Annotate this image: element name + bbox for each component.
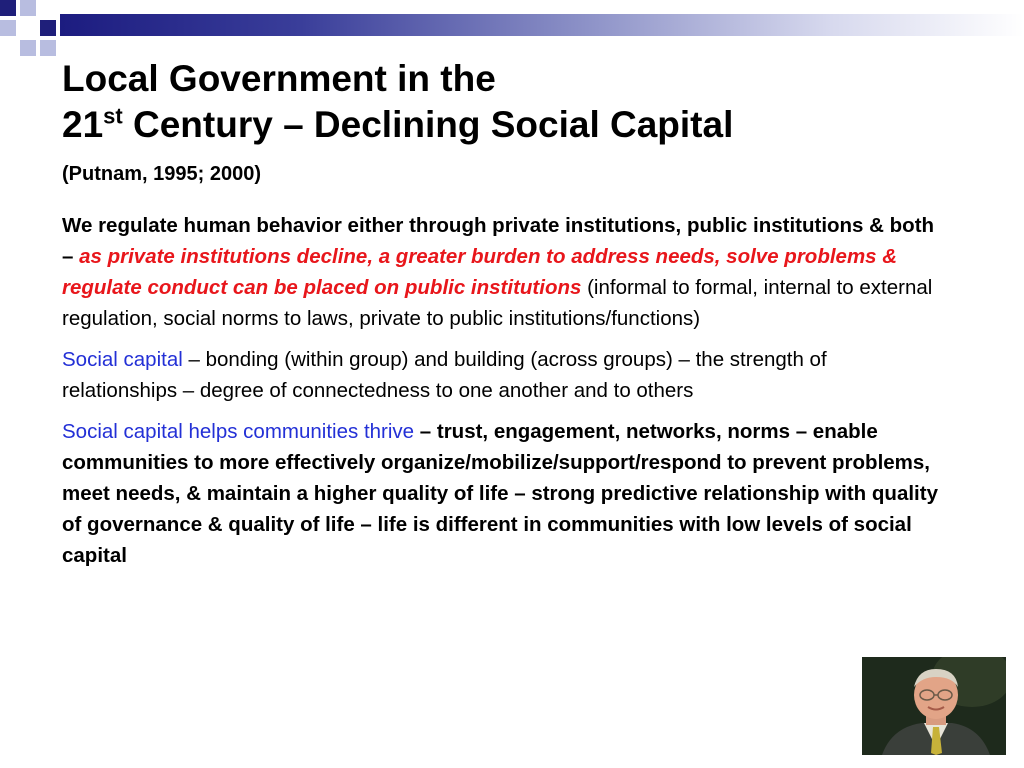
slide-title bbox=[62, 56, 733, 148]
title-superscript: st bbox=[103, 103, 123, 129]
decorative-square bbox=[0, 0, 16, 16]
decorative-square bbox=[40, 0, 56, 16]
portrait-photo bbox=[862, 657, 1006, 755]
decorative-square bbox=[20, 40, 36, 56]
title-line-2: Century – Declining Social Capital bbox=[122, 104, 734, 145]
header-gradient-bar bbox=[60, 14, 1024, 36]
paragraph-1-plain: (informal to formal, internal to external regulation, social norms to laws, private to public institutions/functions) bbox=[62, 276, 933, 330]
decorative-square bbox=[0, 20, 16, 36]
slide-body bbox=[62, 210, 942, 581]
paragraph-1-emphasis: as private institutions decline, a greater burden to address needs, solve problems & regulate conduct can be placed on public institutions bbox=[62, 245, 898, 299]
paragraph-2-plain: – bonding (within group) and building (across groups) – the strength of relationships – degree of connectedness to one another and to others bbox=[62, 348, 827, 402]
decorative-square bbox=[20, 20, 36, 36]
portrait-icon bbox=[862, 657, 1006, 755]
title-line-1: Local Government in the bbox=[62, 58, 496, 99]
paragraph-communities-thrive bbox=[62, 416, 942, 571]
paragraph-3-term: Social capital helps communities thrive bbox=[62, 420, 415, 443]
decorative-square bbox=[20, 0, 36, 16]
paragraph-2-term: Social capital bbox=[62, 348, 183, 371]
paragraph-regulation bbox=[62, 210, 942, 334]
paragraph-social-capital bbox=[62, 344, 942, 406]
paragraph-3-bold: – trust, engagement, networks, norms – enable communities to more effectively organize/mobilize/support/respond to prevent problems, meet needs, & maintain a higher quality of life – strong predictive relationship with quality of governance & quality of life – life is different in communities with low levels of social capital bbox=[62, 420, 938, 567]
decorative-square bbox=[40, 20, 56, 36]
paragraph-1-bold: We regulate human behavior either through private institutions, public institutions & both – bbox=[62, 214, 935, 268]
decorative-square bbox=[40, 40, 56, 56]
slide-subtitle: (Putnam, 1995; 2000) bbox=[62, 163, 261, 185]
title-number: 21 bbox=[62, 104, 104, 145]
